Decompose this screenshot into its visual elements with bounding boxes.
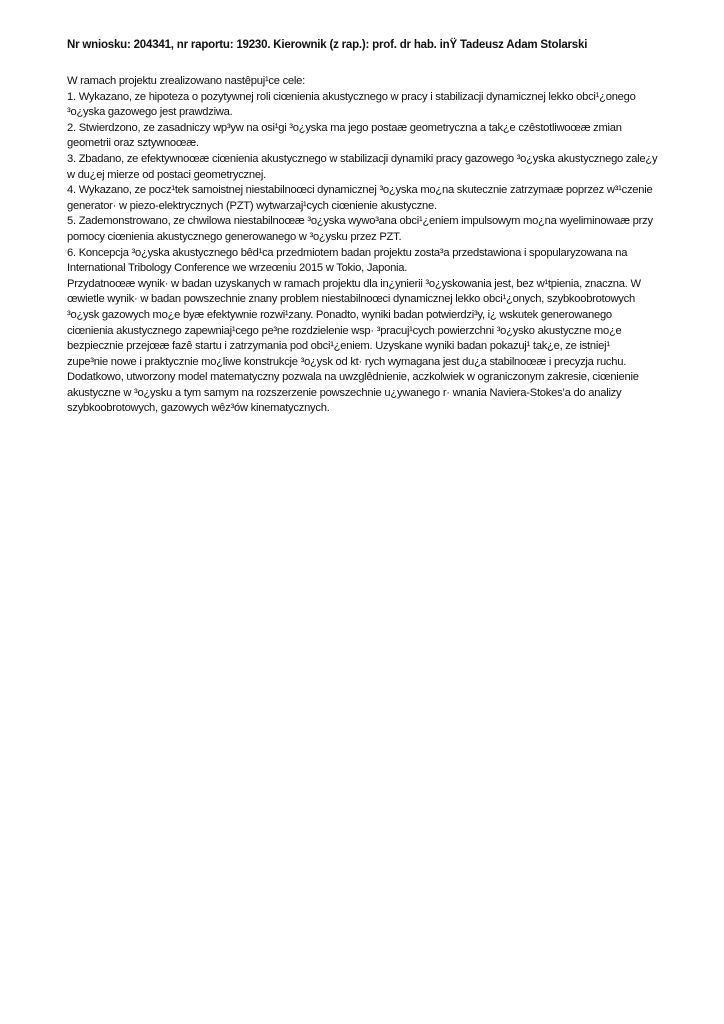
body-line: geometrii oraz sztywnoœæ. [67, 137, 199, 150]
body-line: ciœnienia akustycznego zapewniaj¹cego pe³ne rozdzielenie wsp· ³pracuj¹cych powierzchni ³o¿ysko akustyczne mo¿e [67, 324, 622, 337]
body-line: szybkoobrotowych, gazowych wêz³ów kinematycznych. [67, 402, 330, 415]
body-line: akustyczne w ³o¿ysku a tym samym na rozszerzenie powszechnie u¿ywanego r· wnania Naviera-Stokes’a do analizy [67, 386, 622, 399]
body-line: 6. Koncepcja ³o¿yska akustycznego bêd¹ca przedmiotem badan projektu zosta³a przedstawiona i spopularyzowana na [67, 246, 628, 259]
body-line: W ramach projektu zrealizowano nastêpuj¹ce cele: [67, 75, 305, 87]
body-line: 3. Zbadano, ze efektywnoœæ ciœnienia akustycznego w stabilizacji dynamiki pracy gazowego ³o¿yska akustycznego zale¿y [67, 152, 658, 165]
body-line: 2. Stwierdzono, ze zasadniczy wp³yw na osi¹gi ³o¿yska ma jego postaæ geometryczna a tak¿e czêstotliwoœæ zmian [67, 121, 622, 134]
body-line: pomocy ciœnienia akustycznego generowanego w ³o¿ysku przez PZT. [67, 230, 402, 243]
body-line: ³o¿yska gazowego jest prawdziwa. [67, 106, 233, 119]
body-line: 5. Zademonstrowano, ze chwilowa niestabilnoœæ ³o¿yska wywo³ana obci¹¿eniem impulsowym mo¿na wyeliminowaæ przy [67, 215, 653, 228]
report-body [67, 74, 697, 417]
body-line: 1. Wykazano, ze hipoteza o pozytywnej roli ciœnienia akustycznego w pracy i stabilizacji dynamicznej lekko obci¹¿onego [67, 90, 636, 103]
body-line: Dodatkowo, utworzony model matematyczny pozwala na uwzglêdnienie, aczkolwiek w ograniczonym zakresie, ciœnienie [67, 371, 639, 384]
body-line: ³o¿ysk gazowych mo¿e byæ efektywnie rozwi¹zany. Ponadto, wyniki badan potwierdzi³y, i¿ wskutek generowanego [67, 308, 612, 321]
body-line: International Tribology Conference we wrzeœniu 2015 w Tokio, Japonia. [67, 262, 408, 275]
body-line: w du¿ej mierze od postaci geometrycznej. [67, 168, 266, 181]
body-line: bezpiecznie przejœæ fazê startu i zatrzymania pod obci¹¿eniem. Uzyskane wyniki badan pokazuj¹ tak¿e, ze istniej¹ [67, 340, 610, 353]
body-line: 4. Wykazano, ze pocz¹tek samoistnej niestabilnoœci dynamicznej ³o¿yska mo¿na skutecznie zatrzymaæ poprzez w³¹czenie [67, 184, 653, 197]
body-line: Przydatnoœæ wynik· w badan uzyskanych w ramach projektu dla in¿ynierii ³o¿yskowania jest, bez w¹tpienia, znaczna. W [67, 277, 641, 290]
report-header: Nr wniosku: 204341, nr raportu: 19230. Kierownik (z rap.): prof. dr hab. inŸ Tadeusz Adam Stolarski [67, 39, 588, 51]
body-line: generator· w piezo-elektrycznych (PZT) wytwarzaj¹cych ciœnienie akustyczne. [67, 199, 437, 212]
body-line: zupe³nie nowe i praktycznie mo¿liwe konstrukcje ³o¿ysk od kt· rych wymagana jest du¿a stabilnoœæ i precyzja ruchu. [67, 355, 627, 368]
body-line: œwietle wynik· w badan powszechnie znany problem niestabilnoœci dynamicznej lekko obci¹¿onych, szybkoobrotowych [67, 293, 635, 306]
